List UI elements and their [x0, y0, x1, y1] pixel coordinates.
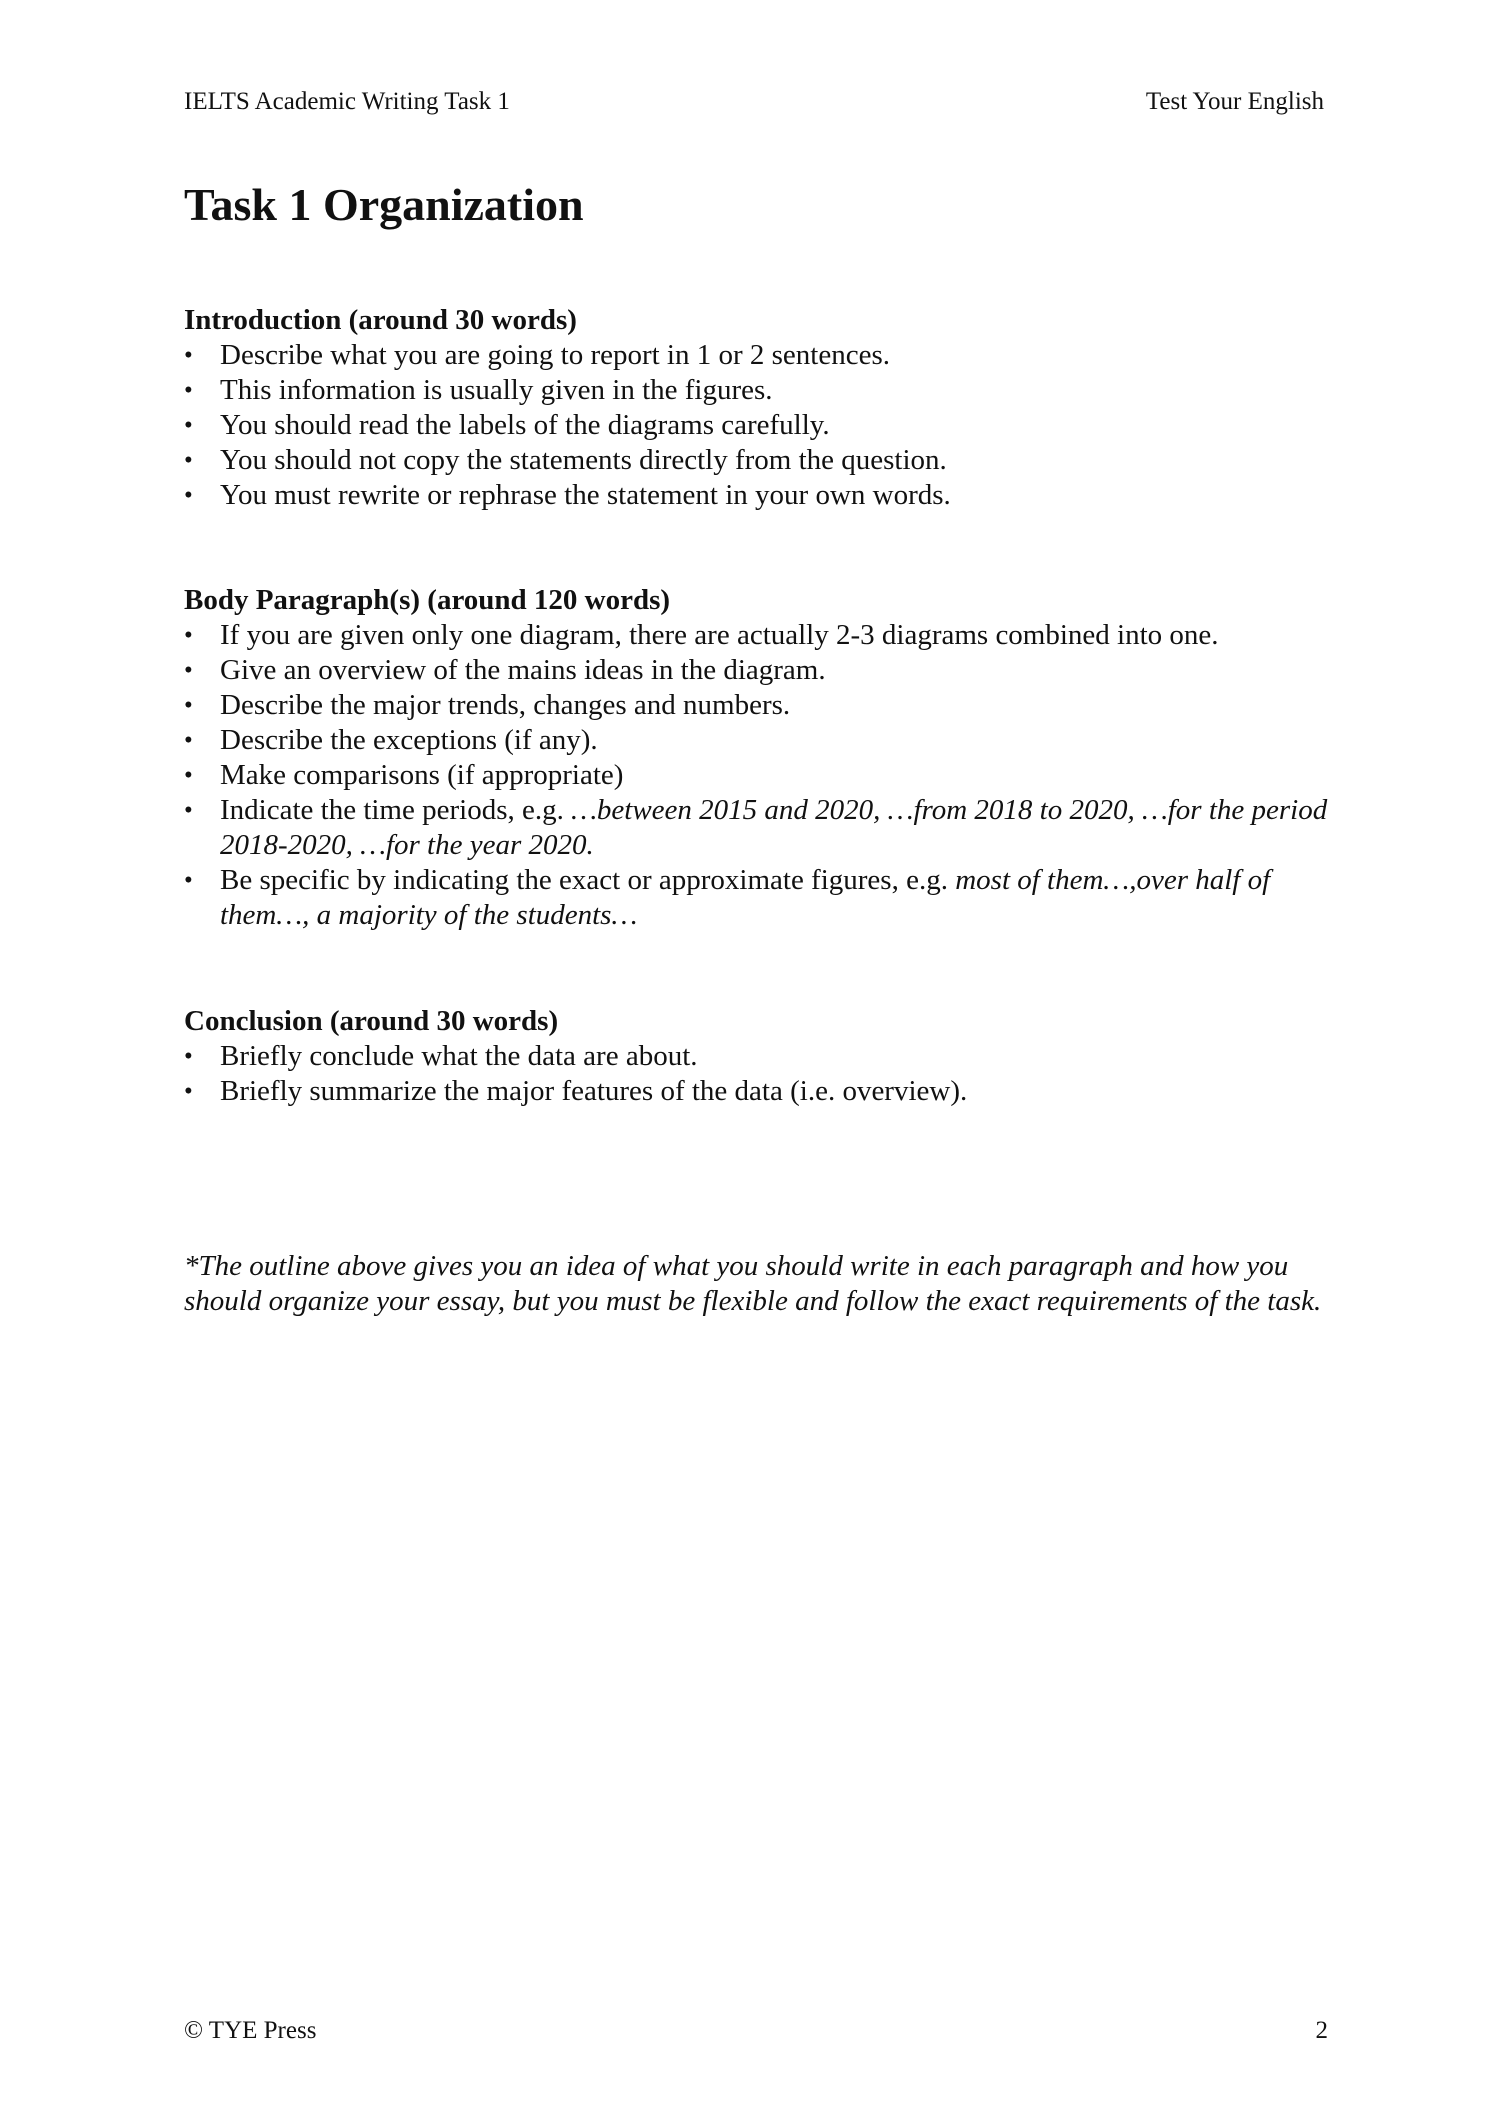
list-item: • Describe what you are going to report in 1 or 2 sentences. — [184, 339, 891, 371]
bullet-icon: • — [184, 622, 193, 649]
bullet-icon: • — [184, 377, 193, 404]
body-list — [184, 618, 1334, 933]
bullet-icon: • — [184, 447, 193, 474]
bullet-icon: • — [184, 867, 193, 894]
header-publisher: Test Your English — [1145, 88, 1324, 115]
list-item-time-periods: • Indicate the time periods, e.g. …between 2015 and 2020, …from 2018 to 2020, …for the period 2018-2020, …for the year 2020. — [184, 794, 1328, 861]
bullet-icon: • — [184, 797, 193, 824]
conclusion-section — [184, 1004, 1334, 1109]
page-title: Task 1 Organization — [184, 179, 584, 230]
bullet-icon: • — [184, 762, 193, 789]
page-number: 2 — [1315, 2017, 1328, 2044]
list-item: • This information is usually given in the figures. — [184, 374, 773, 406]
footer-copyright: © TYE Press — [184, 2017, 317, 2044]
bullet-icon: • — [184, 1043, 193, 1070]
body-heading: Body Paragraph(s) (around 120 words) — [184, 584, 671, 616]
bullet-icon: • — [184, 727, 193, 754]
header-document-title: IELTS Academic Writing Task 1 — [184, 88, 510, 115]
body-section — [184, 583, 1334, 933]
list-item: • Briefly conclude what the data are about. — [184, 1040, 698, 1072]
bullet-icon: • — [184, 1078, 193, 1105]
figure-examples: most of them…,over half of them…, a majority of the students… — [220, 864, 1271, 931]
introduction-list — [184, 338, 1334, 513]
list-item: • Give an overview of the mains ideas in the diagram. — [184, 654, 826, 686]
bullet-icon: • — [184, 692, 193, 719]
footnote: *The outline above gives you an idea of what you should write in each paragraph and how you should organize your essay, but you must be flexible and follow the exact requirements of the task. — [184, 1250, 1322, 1317]
list-item: • Make comparisons (if appropriate) — [184, 759, 624, 791]
list-item: • You must rewrite or rephrase the statement in your own words. — [184, 479, 951, 511]
list-item: • Describe the exceptions (if any). — [184, 724, 598, 756]
introduction-section — [184, 303, 1334, 513]
conclusion-heading: Conclusion (around 30 words) — [184, 1005, 559, 1037]
introduction-heading: Introduction (around 30 words) — [184, 304, 577, 336]
bullet-icon: • — [184, 412, 193, 439]
conclusion-list — [184, 1039, 1334, 1109]
list-item: • You should read the labels of the diagrams carefully. — [184, 409, 830, 441]
bullet-icon: • — [184, 342, 193, 369]
list-item: • Describe the major trends, changes and numbers. — [184, 689, 791, 721]
bullet-icon: • — [184, 482, 193, 509]
list-item: • If you are given only one diagram, there are actually 2-3 diagrams combined into one. — [184, 619, 1219, 651]
list-item: • You should not copy the statements directly from the question. — [184, 444, 947, 476]
list-item-figures: • Be specific by indicating the exact or approximate figures, e.g. most of them…,over half of them…, a majority of the students… — [184, 864, 1271, 931]
list-item: • Briefly summarize the major features of the data (i.e. overview). — [184, 1075, 968, 1107]
time-period-examples: …between 2015 and 2020, …from 2018 to 2020, …for the period 2018-2020, …for the year 2020. — [220, 794, 1328, 861]
bullet-icon: • — [184, 657, 193, 684]
